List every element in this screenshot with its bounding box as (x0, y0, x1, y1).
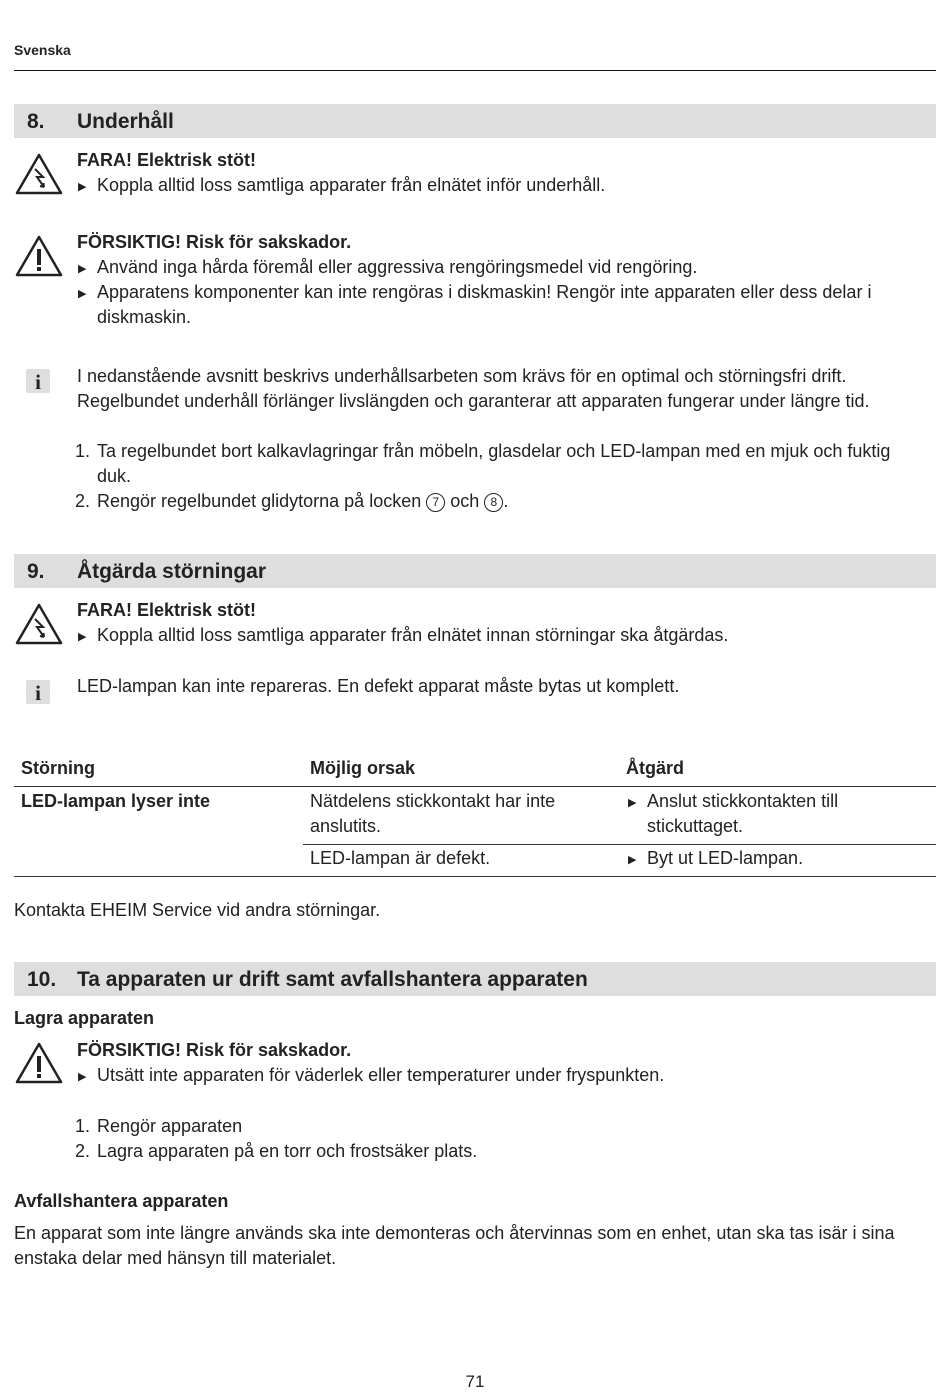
table-cell-action: Anslut stickkontakten till (647, 791, 839, 811)
table-rule (14, 786, 936, 787)
step-text: Lagra apparaten på en torr och frostsäker plats. (97, 1141, 478, 1161)
header-rule (14, 70, 936, 71)
table-cell-problem: LED-lampan lyser inte (21, 791, 211, 811)
caution-title: FÖRSIKTIG! Risk för sakskador. (77, 232, 352, 252)
language-label: Svenska (14, 42, 71, 58)
triangle-bullet-icon: ▶ (78, 181, 87, 193)
triangle-bullet-icon: ▶ (628, 797, 637, 809)
table-header-problem: Störning (21, 758, 95, 778)
caution-bullet: Apparatens komponenter kan inte rengöras i diskmaskin! Rengör inte apparaten eller dess delar i (97, 282, 872, 302)
info-text: LED-lampan kan inte repareras. En defekt apparat måste bytas ut komplett. (77, 676, 680, 696)
caution-warning-icon (14, 234, 64, 278)
table-header-cause: Möjlig orsak (310, 758, 416, 778)
electric-shock-warning-icon (14, 152, 64, 196)
electric-shock-warning-icon (14, 602, 64, 646)
triangle-bullet-icon: ▶ (78, 288, 87, 300)
step-number: 2. (75, 491, 91, 511)
contact-text: Kontakta EHEIM Service vid andra störningar. (14, 900, 381, 920)
subheading-storage: Lagra apparaten (14, 1008, 155, 1028)
caution-bullet: Utsätt inte apparaten för väderlek eller temperaturer under fryspunkten. (97, 1065, 665, 1085)
section-title: Underhåll (77, 110, 174, 133)
triangle-bullet-icon: ▶ (628, 854, 637, 866)
step-number: 1. (75, 1116, 91, 1136)
table-rule (303, 844, 936, 845)
section-number: 9. (27, 560, 45, 583)
triangle-bullet-icon: ▶ (78, 631, 87, 643)
info-icon: i (26, 369, 50, 393)
section-number: 8. (27, 110, 45, 133)
caution-bullet-continuation: diskmaskin. (97, 307, 192, 327)
part-reference-7: 7 (426, 493, 445, 512)
danger-bullet: Koppla alltid loss samtliga apparater från elnätet inför underhåll. (97, 175, 606, 195)
disposal-text: En apparat som inte längre används ska inte demonteras och återvinnas som en enhet, utan ska tas isär i sina (14, 1223, 895, 1243)
section-9-header (14, 554, 936, 588)
part-reference-8: 8 (484, 493, 503, 512)
section-number: 10. (27, 968, 57, 991)
step-text-continuation: duk. (97, 466, 132, 486)
caution-bullet: Använd inga hårda föremål eller aggressiva rengöringsmedel vid rengöring. (97, 257, 698, 277)
section-title: Åtgärda störningar (77, 560, 267, 583)
table-cell-action: Byt ut LED-lampan. (647, 848, 804, 868)
info-text: I nedanstående avsnitt beskrivs underhållsarbeten som krävs för en optimal och störningsfri drift. (77, 366, 847, 386)
section-10-header (14, 962, 936, 996)
step-number: 1. (75, 441, 91, 461)
info-icon: i (26, 680, 50, 704)
step-text: Rengör regelbundet glidytorna på locken 7 och 8 . (97, 491, 509, 511)
page-number: 71 (465, 1372, 485, 1391)
table-cell-cause: anslutits. (310, 816, 382, 836)
danger-bullet: Koppla alltid loss samtliga apparater från elnätet innan störningar ska åtgärdas. (97, 625, 729, 645)
step-number: 2. (75, 1141, 91, 1161)
triangle-bullet-icon: ▶ (78, 263, 87, 275)
caution-warning-icon (14, 1041, 64, 1085)
subheading-disposal: Avfallshantera apparaten (14, 1191, 229, 1211)
step-text: Ta regelbundet bort kalkavlagringar från möbeln, glasdelar och LED-lampan med en mjuk och fuktig (97, 441, 891, 461)
table-rule (14, 876, 936, 877)
table-header-action: Åtgärd (626, 758, 684, 778)
section-title: Ta apparaten ur drift samt avfallshantera apparaten (77, 968, 588, 991)
step-text: Rengör apparaten (97, 1116, 243, 1136)
info-text: Regelbundet underhåll förlänger livslängden och garanterar att apparaten fungerar under längre tid. (77, 391, 870, 411)
disposal-text: enstaka delar med hänsyn till materialet. (14, 1248, 337, 1268)
triangle-bullet-icon: ▶ (78, 1071, 87, 1083)
table-cell-action: stickuttaget. (647, 816, 744, 836)
danger-title: FARA! Elektrisk stöt! (77, 600, 257, 620)
caution-title: FÖRSIKTIG! Risk för sakskador. (77, 1040, 352, 1060)
danger-title: FARA! Elektrisk stöt! (77, 150, 257, 170)
table-cell-cause: LED-lampan är defekt. (310, 848, 491, 868)
table-cell-cause: Nätdelens stickkontakt har inte (310, 791, 556, 811)
section-8-header (14, 104, 936, 138)
